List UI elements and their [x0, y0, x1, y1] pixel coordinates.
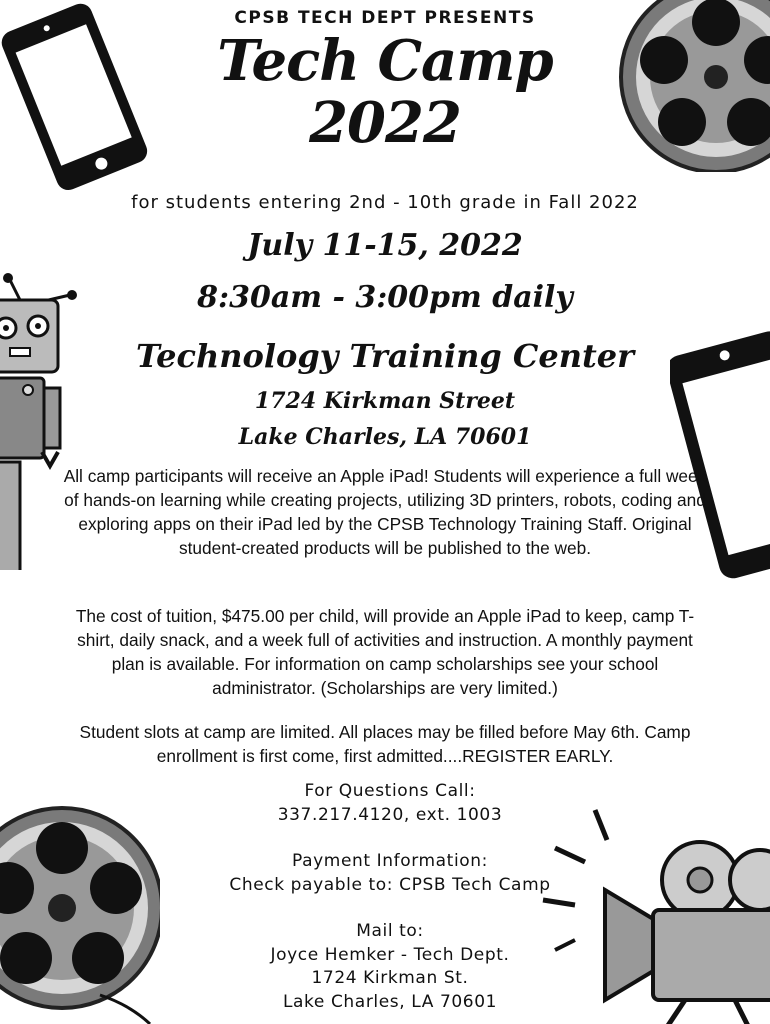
mail-name: Joyce Hemker - Tech Dept. — [270, 944, 510, 965]
title-year: 2022 — [309, 90, 461, 156]
venue-street: 1724 Kirkman Street — [254, 388, 516, 414]
venue-city: Lake Charles, LA 70601 — [238, 424, 532, 450]
questions-label: For Questions Call: — [304, 781, 476, 801]
event-dates: July 11-15, 2022 — [247, 228, 523, 263]
mail-block — [0, 920, 770, 1014]
grades-subtitle: for students entering 2nd - 10th grade in Fall 2022 — [131, 192, 639, 213]
presents-line: CPSB TECH DEPT PRESENTS — [234, 8, 536, 28]
mail-label: Mail to: — [356, 921, 424, 941]
payment-block — [0, 850, 770, 897]
questions-block — [0, 780, 770, 827]
event-venue: Technology Training Center — [136, 337, 634, 375]
event-times: 8:30am - 3:00pm daily — [197, 280, 573, 315]
payment-value: Check payable to: CPSB Tech Camp — [229, 874, 551, 895]
tuition-paragraph: The cost of tuition, $475.00 per child, will provide an Apple iPad to keep, camp T-shirt, daily snack, and a week full of activities and instruction. A monthly payment plan is available. For information on camp scholarships see your school administrator. (Scholarships are very limited.) — [75, 606, 695, 698]
mail-street: 1724 Kirkman St. — [311, 968, 469, 988]
payment-label: Payment Information: — [292, 851, 488, 871]
description-paragraph: All camp participants will receive an Apple iPad! Students will experience a full week of hands-on learning while creating projects, utilizing 3D printers, robots, coding and exploring apps on their iPad led by the CPSB Technology Training Staff. Original student-created products will be published to the web. — [63, 466, 707, 558]
title-line-1: Tech Camp — [217, 28, 553, 94]
page-title — [0, 30, 770, 154]
phone-number: 337.217.4120, ext. 1003 — [277, 804, 503, 825]
enrollment-paragraph: Student slots at camp are limited. All places may be filled before May 6th. Camp enrollment is first come, first admitted....REGISTER EARLY. — [79, 722, 691, 766]
mail-city: Lake Charles, LA 70601 — [282, 991, 498, 1012]
